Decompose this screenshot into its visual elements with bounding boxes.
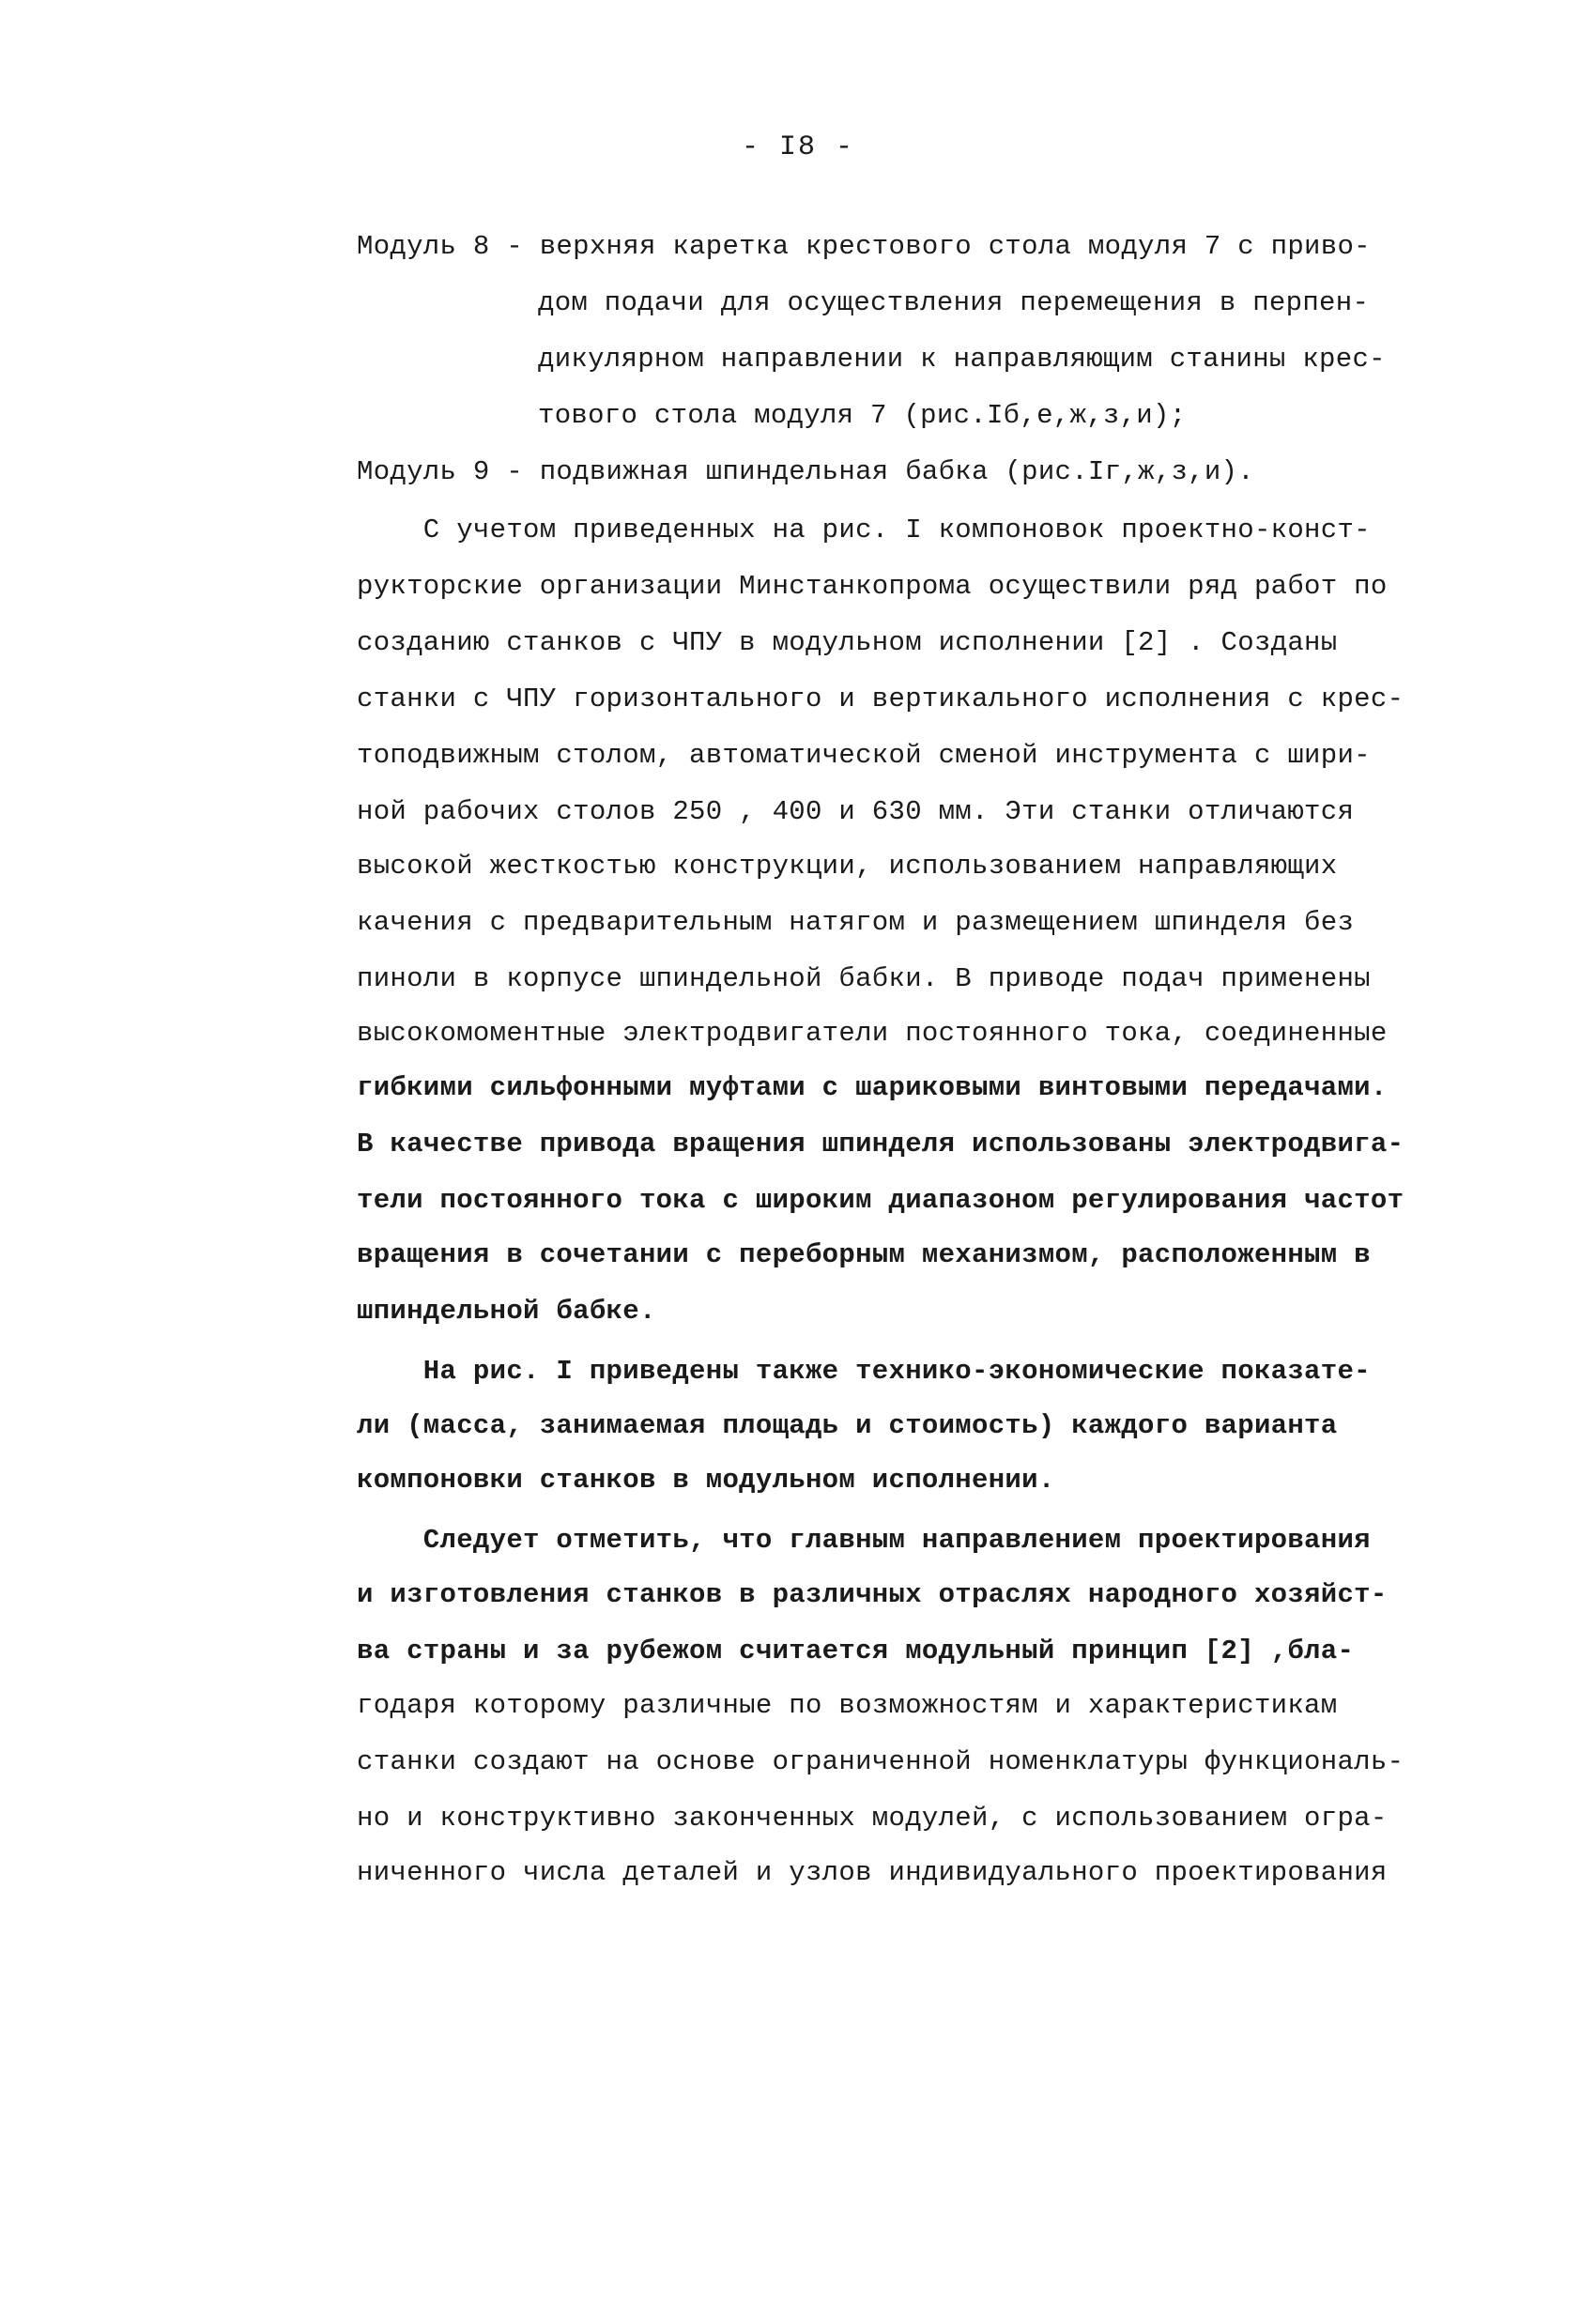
page-number: - I8 - (741, 131, 855, 163)
text-line: компоновки станков в модульном исполнении. (357, 1465, 1055, 1496)
text-line: пиноли в корпусе шпиндельной бабки. В приводе подач применены (357, 963, 1371, 994)
text-line: качения с предварительным натягом и размещением шпинделя без (357, 907, 1355, 938)
text-line: Модуль 8 - верхняя каретка крестового стола модуля 7 с приво- (357, 231, 1371, 262)
text-line: дикулярном направлении к направляющим станины крес- (538, 344, 1386, 375)
text-line: ва страны и за рубежом считается модульный принцип [2] ,бла- (357, 1636, 1355, 1667)
text-line: станки создают на основе ограниченной номенклатуры функциональ- (357, 1746, 1404, 1777)
text-line: гибкими сильфонными муфтами с шариковыми винтовыми передачами. (357, 1072, 1388, 1103)
text-line: годаря которому различные по возможностям и характеристикам (357, 1690, 1338, 1721)
text-line: дом подачи для осуществления перемещения в перпен- (538, 287, 1370, 318)
text-line: ниченного числа деталей и узлов индивидуального проектирования (357, 1857, 1388, 1888)
text-line: и изготовления станков в различных отраслях народного хозяйст- (357, 1579, 1388, 1610)
text-line: вращения в сочетании с переборным механизмом, расположенным в (357, 1239, 1371, 1270)
text-line: высокой жесткостью конструкции, использованием направляющих (357, 851, 1338, 882)
text-line: созданию станков с ЧПУ в модульном исполнении [2] . Созданы (357, 627, 1338, 658)
text-line: но и конструктивно законченных модулей, с использованием огра- (357, 1803, 1388, 1834)
text-line: тели постоянного тока с широким диапазоном регулирования частот (357, 1185, 1404, 1216)
text-line: шпиндельной бабке. (357, 1296, 656, 1327)
text-line: С учетом приведенных на рис. I компоновок проектно-конст- (357, 515, 1371, 545)
text-line: В качестве привода вращения шпинделя использованы электродвига- (357, 1129, 1404, 1160)
text-line: тового стола модуля 7 (рис.Iб,е,ж,з,и); (538, 400, 1187, 431)
text-line: Следует отметить, что главным направлением проектирования (357, 1525, 1371, 1556)
text-line: ной рабочих столов 250 , 400 и 630 мм. Эти станки отличаются (357, 796, 1355, 827)
text-line: ли (масса, занимаемая площадь и стоимость) каждого варианта (357, 1410, 1338, 1441)
text-line: топодвижным столом, автоматической сменой инструмента с шири- (357, 740, 1371, 771)
text-line: На рис. I приведены также технико-экономические показате- (357, 1356, 1371, 1387)
text-line: высокомоментные электродвигатели постоянного тока, соединенные (357, 1018, 1388, 1049)
text-line: рукторские организации Минстанкопрома осуществили ряд работ по (357, 571, 1388, 602)
text-line: Модуль 9 - подвижная шпиндельная бабка (рис.Iг,ж,з,и). (357, 456, 1254, 487)
text-line: станки с ЧПУ горизонтального и вертикального исполнения с крес- (357, 684, 1404, 714)
